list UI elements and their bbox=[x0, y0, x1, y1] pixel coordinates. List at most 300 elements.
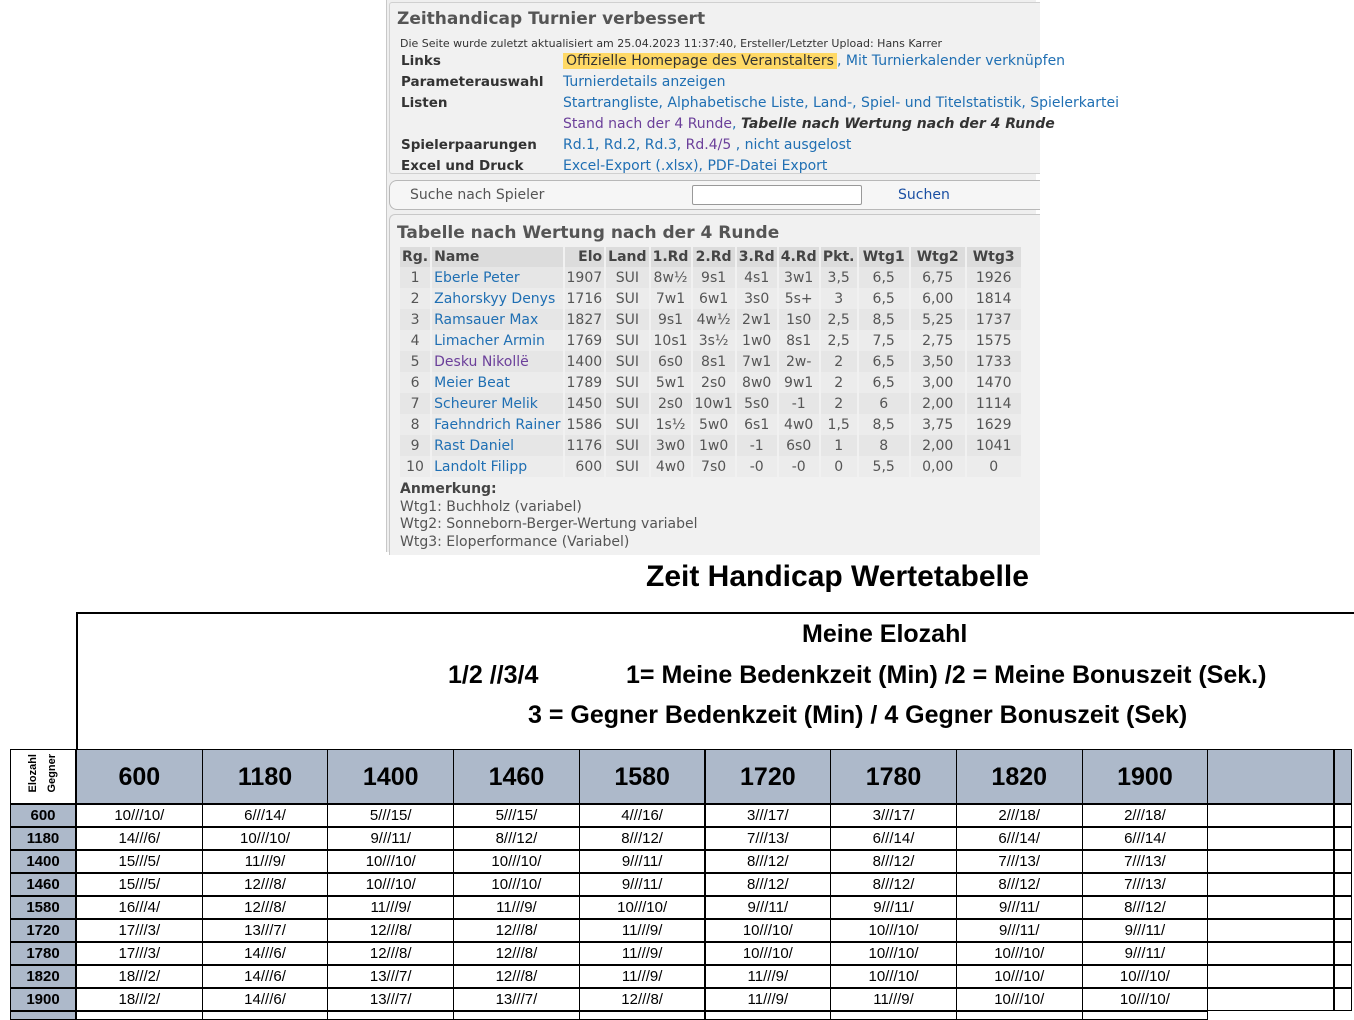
handicap-cell: 10///10/ bbox=[1082, 988, 1209, 1011]
handicap-cell: 18///2/ bbox=[76, 965, 203, 988]
empty-cell bbox=[1207, 850, 1334, 873]
ranking-cell: 2,75 bbox=[911, 330, 965, 351]
handicap-cell: 14///6/ bbox=[202, 942, 329, 965]
handicap-cell: 12///8/ bbox=[453, 942, 580, 965]
handicap-cell: 10///10/ bbox=[705, 942, 832, 965]
lists-row bbox=[401, 95, 1119, 115]
handicap-cell: 10///10/ bbox=[327, 850, 454, 873]
ranking-cell: 10 bbox=[400, 456, 430, 477]
ranking-table bbox=[398, 247, 1023, 477]
handicap-cell: 8///12/ bbox=[705, 850, 832, 873]
ranking-cell: 3,50 bbox=[911, 351, 965, 372]
ranking-cell: 1827 bbox=[565, 309, 605, 330]
details-link[interactable]: Turnierdetails anzeigen bbox=[563, 74, 726, 90]
handicap-cell: 11///9/ bbox=[830, 988, 957, 1011]
current-table-text: Tabelle nach Wertung nach der 4 Runde bbox=[740, 116, 1055, 132]
param-label: Parameterauswahl bbox=[401, 74, 544, 90]
ranking-cell: 2 bbox=[821, 372, 857, 393]
handicap-cell: 3///17/ bbox=[705, 804, 832, 827]
ranking-cell: 10s1 bbox=[651, 330, 691, 351]
ranking-cell: SUI bbox=[606, 435, 648, 456]
handicap-cell: 15///5/ bbox=[76, 850, 203, 873]
header-opponent-times: 3 = Gegner Bedenkzeit (Min) / 4 Gegner Bonuszeit (Sek) bbox=[528, 701, 1188, 729]
handicap-cell: 11///9/ bbox=[453, 896, 580, 919]
handicap-cell: 5///15/ bbox=[327, 804, 454, 827]
empty-cell bbox=[1207, 965, 1334, 988]
col-header-elo: 1900 bbox=[1082, 749, 1209, 804]
ranking-cell: 9s1 bbox=[651, 309, 691, 330]
export-links: Excel-Export (.xlsx), PDF-Datei Export bbox=[563, 158, 828, 174]
ranking-cell: 7w1 bbox=[737, 351, 777, 372]
empty-cell bbox=[1334, 919, 1352, 942]
ranking-cell: 2w1 bbox=[737, 309, 777, 330]
handicap-cell: 10///10/ bbox=[327, 873, 454, 896]
ranking-cell: 8 bbox=[859, 435, 909, 456]
handicap-cell: 11///9/ bbox=[579, 942, 706, 965]
ranking-cell: 1769 bbox=[565, 330, 605, 351]
row-header-elo: 600 bbox=[10, 804, 76, 827]
handicap-cell: 17///3/ bbox=[76, 942, 203, 965]
ranking-cell: 5 bbox=[400, 351, 430, 372]
handicap-cell: 12///8/ bbox=[453, 919, 580, 942]
ranking-row bbox=[400, 393, 1021, 414]
ranking-cell: 1 bbox=[821, 435, 857, 456]
ranking-cell: 1737 bbox=[967, 309, 1021, 330]
row-header-elo: 1580 bbox=[10, 896, 76, 919]
col-wtg1: Wtg1 bbox=[859, 247, 909, 267]
ranking-cell: 1 bbox=[400, 267, 430, 288]
ranking-cell: 8s1 bbox=[779, 330, 819, 351]
col-header-elo: 1460 bbox=[453, 749, 580, 804]
empty-cell bbox=[1334, 988, 1352, 1011]
handicap-cell: 12///8/ bbox=[327, 919, 454, 942]
ranking-row bbox=[400, 351, 1021, 372]
handicap-cell: 10///10/ bbox=[705, 919, 832, 942]
row-header-elo: 1780 bbox=[10, 942, 76, 965]
empty-cell bbox=[76, 1011, 203, 1020]
ranking-cell: 2,5 bbox=[821, 330, 857, 351]
ranking-cell: 4 bbox=[400, 330, 430, 351]
handicap-cell: 10///10/ bbox=[453, 850, 580, 873]
ranking-cell: 5s0 bbox=[737, 393, 777, 414]
ranking-cell: 6,75 bbox=[911, 267, 965, 288]
col-header-empty bbox=[1207, 749, 1334, 804]
handicap-cell: 14///6/ bbox=[202, 965, 329, 988]
ranking-cell: 2s0 bbox=[693, 372, 735, 393]
note-wtg3: Wtg3: Eloperformance (Variabel) bbox=[400, 533, 630, 550]
search-button[interactable]: Suchen bbox=[898, 187, 950, 203]
ranking-cell: 6 bbox=[400, 372, 430, 393]
player-name-link[interactable]: Meier Beat bbox=[434, 374, 510, 391]
player-name-link[interactable]: Limacher Armin bbox=[434, 332, 545, 349]
ranking-row bbox=[400, 372, 1021, 393]
empty-cell bbox=[1207, 942, 1334, 965]
cell-name bbox=[432, 351, 562, 372]
ranking-cell: 1733 bbox=[967, 351, 1021, 372]
ranking-cell: 1041 bbox=[967, 435, 1021, 456]
handicap-cell: 3///17/ bbox=[830, 804, 957, 827]
handicap-cell: 11///9/ bbox=[579, 965, 706, 988]
ranking-cell: 7 bbox=[400, 393, 430, 414]
ranking-cell: 1114 bbox=[967, 393, 1021, 414]
not-drawn-link[interactable]: nicht ausgelost bbox=[744, 137, 852, 153]
ranking-cell: 8 bbox=[400, 414, 430, 435]
lists-links[interactable]: Startrangliste, Alphabetische Liste, Land-, Spiel- und Titelstatistik, Spielerkartei bbox=[563, 95, 1119, 111]
notes-heading: Anmerkung: bbox=[400, 481, 497, 497]
col-header-elo: 1580 bbox=[579, 749, 706, 804]
handicap-cell: 10///10/ bbox=[830, 942, 957, 965]
col-country: Land bbox=[608, 249, 647, 265]
col-header-elo: 600 bbox=[76, 749, 203, 804]
ranking-cell: 6s1 bbox=[737, 414, 777, 435]
links-row bbox=[401, 53, 1066, 73]
ranking-cell: SUI bbox=[606, 267, 648, 288]
handicap-cell: 8///12/ bbox=[830, 850, 957, 873]
handicap-cell: 10///10/ bbox=[956, 965, 1083, 988]
empty-cell bbox=[1207, 896, 1334, 919]
ranking-cell: 1575 bbox=[967, 330, 1021, 351]
ranking-cell: 3w1 bbox=[779, 267, 819, 288]
cell-name bbox=[432, 414, 562, 435]
ranking-cell: 8w½ bbox=[651, 267, 691, 288]
player-name-link[interactable]: Zahorskyy Denys bbox=[434, 290, 556, 307]
ranking-cell: 3 bbox=[400, 309, 430, 330]
ranking-cell: 1400 bbox=[565, 351, 605, 372]
search-label: Suche nach Spieler bbox=[410, 187, 545, 203]
ranking-cell: 1789 bbox=[565, 372, 605, 393]
empty-cell bbox=[1082, 1011, 1209, 1020]
ranking-row bbox=[400, 456, 1021, 477]
note-wtg2: Wtg2: Sonneborn-Berger-Wertung variabel bbox=[400, 516, 698, 532]
ranking-cell: 2 bbox=[821, 393, 857, 414]
ranking-cell: SUI bbox=[606, 309, 648, 330]
round3-link[interactable]: Rd.3 bbox=[644, 137, 677, 153]
ranking-cell: 3s0 bbox=[737, 288, 777, 309]
round1-link[interactable]: Rd.1 bbox=[563, 137, 595, 153]
col-header-elo: 1400 bbox=[327, 749, 454, 804]
col-header-elo: 1720 bbox=[705, 749, 832, 804]
ranking-cell: 5s+ bbox=[779, 288, 819, 309]
player-name-link[interactable]: Rast Daniel bbox=[434, 437, 514, 454]
ranking-row bbox=[400, 330, 1021, 351]
handicap-cell: 9///11/ bbox=[705, 896, 832, 919]
ranking-cell: 9w1 bbox=[779, 372, 819, 393]
ranking-cell: SUI bbox=[606, 288, 648, 309]
handicap-cell: 2///18/ bbox=[956, 804, 1083, 827]
ranking-cell: SUI bbox=[606, 456, 648, 477]
search-bar bbox=[389, 180, 1040, 210]
handicap-cell: 5///15/ bbox=[453, 804, 580, 827]
notes bbox=[400, 481, 698, 551]
ranking-cell: 6s0 bbox=[779, 435, 819, 456]
empty-cell bbox=[830, 1011, 957, 1020]
ranking-cell: 0,00 bbox=[911, 456, 965, 477]
ranking-cell: 2 bbox=[821, 351, 857, 372]
ranking-cell: 1629 bbox=[967, 414, 1021, 435]
pairings-label: Spielerpaarungen bbox=[401, 137, 537, 153]
cell-name bbox=[432, 309, 562, 330]
handicap-cell: 10///10/ bbox=[830, 919, 957, 942]
handicap-cell: 2///18/ bbox=[1082, 804, 1209, 827]
ranking-cell: 6w1 bbox=[693, 288, 735, 309]
col-rd2: 2.Rd bbox=[693, 247, 735, 267]
ranking-cell: 4w0 bbox=[779, 414, 819, 435]
ranking-cell: SUI bbox=[606, 414, 648, 435]
handicap-cell: 13///7/ bbox=[453, 988, 580, 1011]
ranking-cell: 6,00 bbox=[911, 288, 965, 309]
ranking-cell: 3s½ bbox=[693, 330, 735, 351]
handicap-cell: 13///7/ bbox=[327, 988, 454, 1011]
ranking-cell: 8w0 bbox=[737, 372, 777, 393]
row-header-elo: 1820 bbox=[10, 965, 76, 988]
ranking-cell: 4w½ bbox=[693, 309, 735, 330]
handicap-cell: 8///12/ bbox=[453, 827, 580, 850]
empty-cell bbox=[1334, 896, 1352, 919]
ranking-box bbox=[389, 214, 1040, 555]
handicap-cell: 11///9/ bbox=[579, 919, 706, 942]
handicap-cell: 12///8/ bbox=[453, 965, 580, 988]
empty-cell bbox=[705, 1011, 832, 1020]
ranking-cell: 1w0 bbox=[693, 435, 735, 456]
handicap-cell: 9///11/ bbox=[1082, 942, 1209, 965]
ranking-cell: 8,5 bbox=[859, 414, 909, 435]
ranking-cell: 3,75 bbox=[911, 414, 965, 435]
handicap-cell: 6///14/ bbox=[830, 827, 957, 850]
handicap-cell: 9///11/ bbox=[830, 896, 957, 919]
ranking-cell: 2,5 bbox=[821, 309, 857, 330]
ranking-cell: 1470 bbox=[967, 372, 1021, 393]
ranking-cell: 6 bbox=[859, 393, 909, 414]
excel-label: Excel und Druck bbox=[401, 158, 524, 174]
player-name-link[interactable]: Faehndrich Rainer bbox=[434, 416, 561, 433]
player-name-link[interactable]: Scheurer Melik bbox=[434, 395, 538, 412]
handicap-cell: 11///9/ bbox=[705, 988, 832, 1011]
lists-label: Listen bbox=[401, 95, 448, 111]
corner-label-elo: Elozahl bbox=[27, 754, 39, 793]
pairings-row bbox=[401, 137, 1041, 157]
handicap-cell: 10///10/ bbox=[453, 873, 580, 896]
empty-cell bbox=[579, 1011, 706, 1020]
handicap-cell: 10///10/ bbox=[956, 988, 1083, 1011]
ranking-cell: SUI bbox=[606, 393, 648, 414]
player-name-link[interactable]: Landolt Filipp bbox=[434, 458, 528, 475]
lists-row-2 bbox=[401, 116, 1055, 136]
ranking-row bbox=[400, 414, 1021, 435]
ranking-cell: SUI bbox=[606, 330, 648, 351]
handicap-cell: 10///10/ bbox=[956, 942, 1083, 965]
ranking-row bbox=[400, 288, 1021, 309]
handicap-cell: 7///13/ bbox=[956, 850, 1083, 873]
cell-name bbox=[432, 330, 562, 351]
empty-cell bbox=[1334, 942, 1352, 965]
calendar-link[interactable]: Mit Turnierkalender verknüpfen bbox=[845, 53, 1066, 69]
ranking-cell: -0 bbox=[779, 456, 819, 477]
ranking-cell: 5,5 bbox=[859, 456, 909, 477]
handicap-cell: 12///8/ bbox=[327, 942, 454, 965]
handicap-cell: 9///11/ bbox=[956, 896, 1083, 919]
handicap-cell: 14///6/ bbox=[76, 827, 203, 850]
cell-name bbox=[432, 372, 562, 393]
handicap-cell: 17///3/ bbox=[76, 919, 203, 942]
col-rd4: 4.Rd bbox=[779, 247, 819, 267]
cell-name bbox=[432, 393, 562, 414]
ranking-cell: 2s0 bbox=[651, 393, 691, 414]
ranking-cell: SUI bbox=[606, 351, 648, 372]
ranking-cell: 1w0 bbox=[737, 330, 777, 351]
handicap-cell: 9///11/ bbox=[327, 827, 454, 850]
empty-cell bbox=[956, 1011, 1083, 1020]
excel-row bbox=[401, 158, 1041, 178]
ranking-cell: 1907 bbox=[565, 267, 605, 288]
ranking-cell: SUI bbox=[606, 372, 648, 393]
handicap-cell: 14///6/ bbox=[202, 988, 329, 1011]
ranking-cell: 600 bbox=[565, 456, 605, 477]
ranking-cell: 6,5 bbox=[859, 267, 909, 288]
handicap-cell: 8///12/ bbox=[830, 873, 957, 896]
player-name-link[interactable]: Eberle Peter bbox=[434, 269, 520, 286]
ranking-cell: -1 bbox=[737, 435, 777, 456]
row-header-elo: 1180 bbox=[10, 827, 76, 850]
header-my-times: 1= Meine Bedenkzeit (Min) /2 = Meine Bonuszeit (Sek.) bbox=[626, 661, 1267, 689]
ranking-cell: 1586 bbox=[565, 414, 605, 435]
handicap-cell: 10///10/ bbox=[76, 804, 203, 827]
cell-name bbox=[432, 456, 562, 477]
homepage-link[interactable]: Offizielle Homepage des Veranstalters bbox=[563, 53, 837, 69]
empty-cell bbox=[1334, 965, 1352, 988]
ranking-row bbox=[400, 435, 1021, 456]
handicap-cell: 6///14/ bbox=[1082, 827, 1209, 850]
ranking-cell: 7,5 bbox=[859, 330, 909, 351]
col-header-elo: 1180 bbox=[202, 749, 329, 804]
ranking-cell: 9 bbox=[400, 435, 430, 456]
header-format: 1/2 //3/4 bbox=[448, 661, 539, 689]
links-label: Links bbox=[401, 53, 441, 69]
handicap-cell: 13///7/ bbox=[327, 965, 454, 988]
empty-cell bbox=[1207, 988, 1334, 1011]
handicap-cell: 13///7/ bbox=[202, 919, 329, 942]
ranking-cell: -0 bbox=[737, 456, 777, 477]
col-header-elo: 1780 bbox=[830, 749, 957, 804]
tournament-info-box bbox=[389, 2, 1119, 174]
empty-cell bbox=[327, 1011, 454, 1020]
handicap-cell: 8///12/ bbox=[579, 827, 706, 850]
ranking-cell: 0 bbox=[821, 456, 857, 477]
ranking-cell: 2,00 bbox=[911, 393, 965, 414]
ranking-cell: 3,5 bbox=[821, 267, 857, 288]
ranking-cell: 1814 bbox=[967, 288, 1021, 309]
ranking-cell: 0 bbox=[967, 456, 1021, 477]
ranking-cell: 4s1 bbox=[737, 267, 777, 288]
handicap-cell: 8///12/ bbox=[956, 873, 1083, 896]
lists-links-2: Stand nach der 4 Runde, Tabelle nach Wertung nach der 4 Runde bbox=[563, 116, 1055, 132]
handicap-cell: 8///12/ bbox=[1082, 896, 1209, 919]
handicap-cell: 10///10/ bbox=[830, 965, 957, 988]
handicap-cell: 18///2/ bbox=[76, 988, 203, 1011]
handicap-cell: 15///5/ bbox=[76, 873, 203, 896]
empty-cell bbox=[202, 1011, 329, 1020]
row-header-elo: 1400 bbox=[10, 850, 76, 873]
sheet-title: Zeit Handicap Wertetabelle bbox=[646, 560, 1029, 593]
ranking-row bbox=[400, 309, 1021, 330]
handicap-cell: 6///14/ bbox=[202, 804, 329, 827]
ranking-cell: 7s0 bbox=[693, 456, 735, 477]
handicap-cell: 11///9/ bbox=[705, 965, 832, 988]
ranking-cell: 7w1 bbox=[651, 288, 691, 309]
ranking-cell: 10w1 bbox=[693, 393, 735, 414]
handicap-cell: 8///12/ bbox=[705, 873, 832, 896]
excel-export-link[interactable]: Excel-Export (.xlsx) bbox=[563, 158, 699, 174]
last-updated-text: Die Seite wurde zuletzt aktualisiert am 25.04.2023 11:37:40, Ersteller/Letzter Upload: Hans Karrer bbox=[400, 37, 943, 50]
param-row bbox=[401, 74, 1041, 94]
corner-cell bbox=[10, 749, 76, 804]
search-input[interactable] bbox=[692, 185, 862, 205]
ranking-cell: -1 bbox=[779, 393, 819, 414]
empty-cell bbox=[453, 1011, 580, 1020]
ranking-cell: 6,5 bbox=[859, 372, 909, 393]
empty-cell bbox=[1207, 804, 1334, 827]
col-wtg2: Wtg2 bbox=[911, 247, 965, 267]
row-header-empty bbox=[10, 1011, 76, 1020]
ranking-cell: 1926 bbox=[967, 267, 1021, 288]
standings-link[interactable]: Stand nach der 4 Runde bbox=[563, 116, 733, 132]
cell-name bbox=[432, 267, 562, 288]
handicap-cell: 10///10/ bbox=[1082, 965, 1209, 988]
col-wtg3: Wtg3 bbox=[967, 247, 1021, 267]
handicap-cell: 4///16/ bbox=[579, 804, 706, 827]
ranking-cell: 3 bbox=[821, 288, 857, 309]
handicap-cell: 6///14/ bbox=[956, 827, 1083, 850]
cell-name bbox=[432, 435, 562, 456]
handicap-cell: 9///11/ bbox=[956, 919, 1083, 942]
pdf-export-link[interactable]: PDF-Datei Export bbox=[707, 158, 828, 174]
player-name-link[interactable]: Ramsauer Max bbox=[434, 311, 539, 328]
col-header-elo: 1820 bbox=[956, 749, 1083, 804]
empty-cell bbox=[1334, 873, 1352, 896]
col-points: Pkt. bbox=[821, 247, 857, 267]
ranking-row bbox=[400, 267, 1021, 288]
player-name-link[interactable]: Desku Nikollë bbox=[434, 353, 529, 370]
ranking-cell: 1,5 bbox=[821, 414, 857, 435]
round2-link[interactable]: Rd.2 bbox=[603, 137, 636, 153]
round45-link[interactable]: Rd.4/5 bbox=[685, 137, 732, 153]
note-wtg1: Wtg1: Buchholz (variabel) bbox=[400, 498, 582, 515]
ranking-cell: 8,5 bbox=[859, 309, 909, 330]
ranking-cell: 3,00 bbox=[911, 372, 965, 393]
ranking-cell: 5,25 bbox=[911, 309, 965, 330]
ranking-cell: 6,5 bbox=[859, 288, 909, 309]
empty-cell bbox=[1207, 873, 1334, 896]
tournament-title: Zeithandicap Turnier verbessert bbox=[397, 9, 706, 29]
ranking-cell: 2w- bbox=[779, 351, 819, 372]
ranking-cell: 3w0 bbox=[651, 435, 691, 456]
empty-cell bbox=[1334, 804, 1352, 827]
empty-cell bbox=[1334, 850, 1352, 873]
col-rd3: 3.Rd bbox=[737, 247, 777, 267]
handicap-cell: 12///8/ bbox=[579, 988, 706, 1011]
col-elo: Elo bbox=[565, 247, 605, 267]
row-header-elo: 1900 bbox=[10, 988, 76, 1011]
col-rd1: 1.Rd bbox=[651, 247, 691, 267]
handicap-cell: 10///10/ bbox=[202, 827, 329, 850]
ranking-cell: 1s0 bbox=[779, 309, 819, 330]
ranking-cell: 4w0 bbox=[651, 456, 691, 477]
col-header-empty bbox=[1334, 749, 1352, 804]
ranking-cell: 6s0 bbox=[651, 351, 691, 372]
col-name: Name bbox=[432, 247, 562, 267]
ranking-cell: 2 bbox=[400, 288, 430, 309]
header-my-elo: Meine Elozahl bbox=[802, 620, 968, 648]
empty-cell bbox=[1334, 827, 1352, 850]
